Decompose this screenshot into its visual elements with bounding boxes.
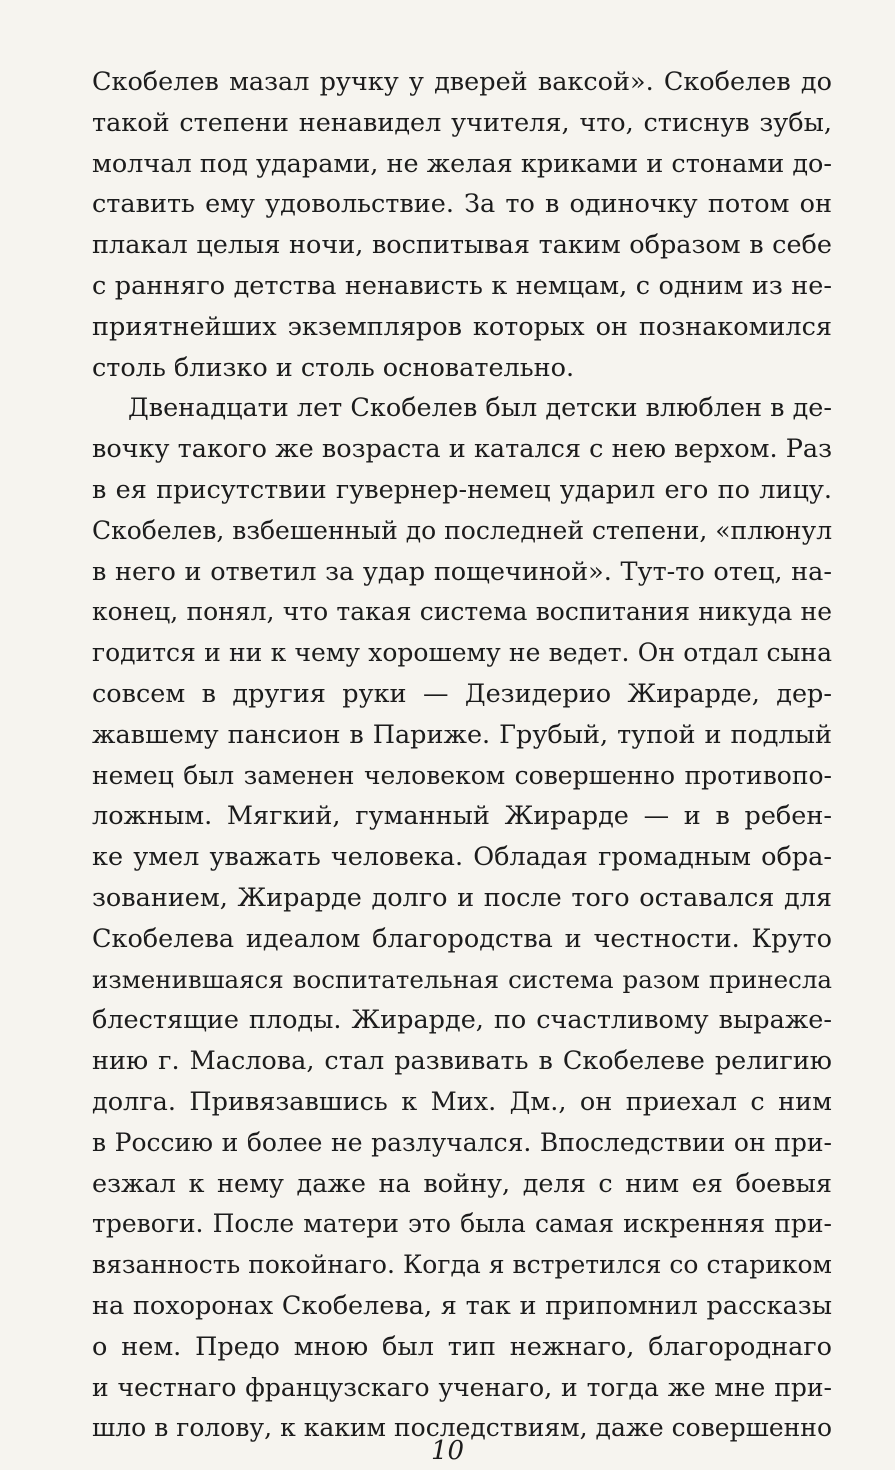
text-line: блестящие плоды. Жирарде, по счастливому выраже- — [92, 1005, 832, 1036]
text-line: долга. Привязавшись к Мих. Дм., он приехал с ним — [92, 1086, 832, 1117]
text-line: на похоронах Скобелева, я так и припомнил рассказы — [92, 1290, 832, 1321]
text-line: вязанность покойнаго. Когда я встретился со стариком — [92, 1250, 832, 1280]
page-number: 10 — [430, 1436, 465, 1466]
text-line: плакал целыя ночи, воспитывая таким образом в себе — [92, 230, 832, 261]
text-line: с ранняго детства ненависть к немцам, с одним из не- — [92, 270, 832, 301]
text-line: езжал к нему даже на войну, деля с ним ея боевыя — [92, 1168, 832, 1199]
text-line: Двенадцати лет Скобелев был детски влюблен в де- — [128, 393, 832, 424]
text-line: и честнаго французскаго ученаго, и тогда же мне при- — [92, 1372, 832, 1402]
text-line: конец, понял, что такая система воспитания никуда не — [92, 597, 832, 627]
text-line: изменившаяся воспитательная система разом принесла — [92, 964, 832, 994]
text-line: жавшему пансион в Париже. Грубый, тупой и подлый — [92, 719, 832, 750]
text-line: о нем. Предо мною был тип нежнаго, благороднаго — [92, 1331, 832, 1362]
paragraph-2 — [92, 388, 832, 1449]
text-line: немец был заменен человеком совершенно противопо- — [92, 760, 832, 790]
paragraph-1 — [92, 62, 832, 388]
text-line: в Россию и более не разлучался. Впоследствии он при- — [92, 1127, 832, 1157]
text-line: приятнейших экземпляров которых он познакомился — [92, 311, 832, 342]
text-line: в него и ответил за удар пощечиной». Тут-то отец, на- — [92, 556, 832, 587]
text-line: ложным. Мягкий, гуманный Жирарде — и в ребен- — [92, 801, 832, 832]
text-line: в ея присутствии гувернер-немец ударил его по лицу. — [92, 474, 832, 505]
text-line: Скобелев мазал ручку у дверей ваксой». Скобелев до — [92, 67, 832, 97]
text-line: молчал под ударами, не желая криками и стонами до- — [92, 148, 832, 179]
text-line: столь близко и столь основательно. — [92, 352, 575, 383]
page-body-text — [92, 62, 832, 1449]
text-line: Скобелева идеалом благородства и честности. Круто — [92, 923, 832, 954]
text-line: вочку такого же возраста и катался с нею верхом. Раз — [92, 434, 832, 465]
text-line: совсем в другия руки — Дезидерио Жирарде, дер- — [92, 678, 832, 709]
text-line: ставить ему удовольствие. За то в одиночку потом он — [92, 189, 832, 220]
text-line: тревоги. После матери это была самая искренняя при- — [92, 1209, 832, 1239]
text-line: такой степени ненавидел учителя, что, стиснув зубы, — [92, 107, 832, 138]
text-line: нию г. Маслова, стал развивать в Скобелеве религию — [92, 1046, 832, 1077]
text-line: годится и ни к чему хорошему не ведет. Он отдал сына — [92, 638, 832, 668]
text-line: Скобелев, взбешенный до последней степени, «плюнул — [92, 515, 833, 545]
text-line: ке умел уважать человека. Обладая громадным обра- — [92, 842, 832, 873]
text-line: шло в голову, к каким последствиям, даже совершенно — [92, 1413, 832, 1443]
text-line: зованием, Жирарде долго и после того оставался для — [92, 882, 832, 913]
